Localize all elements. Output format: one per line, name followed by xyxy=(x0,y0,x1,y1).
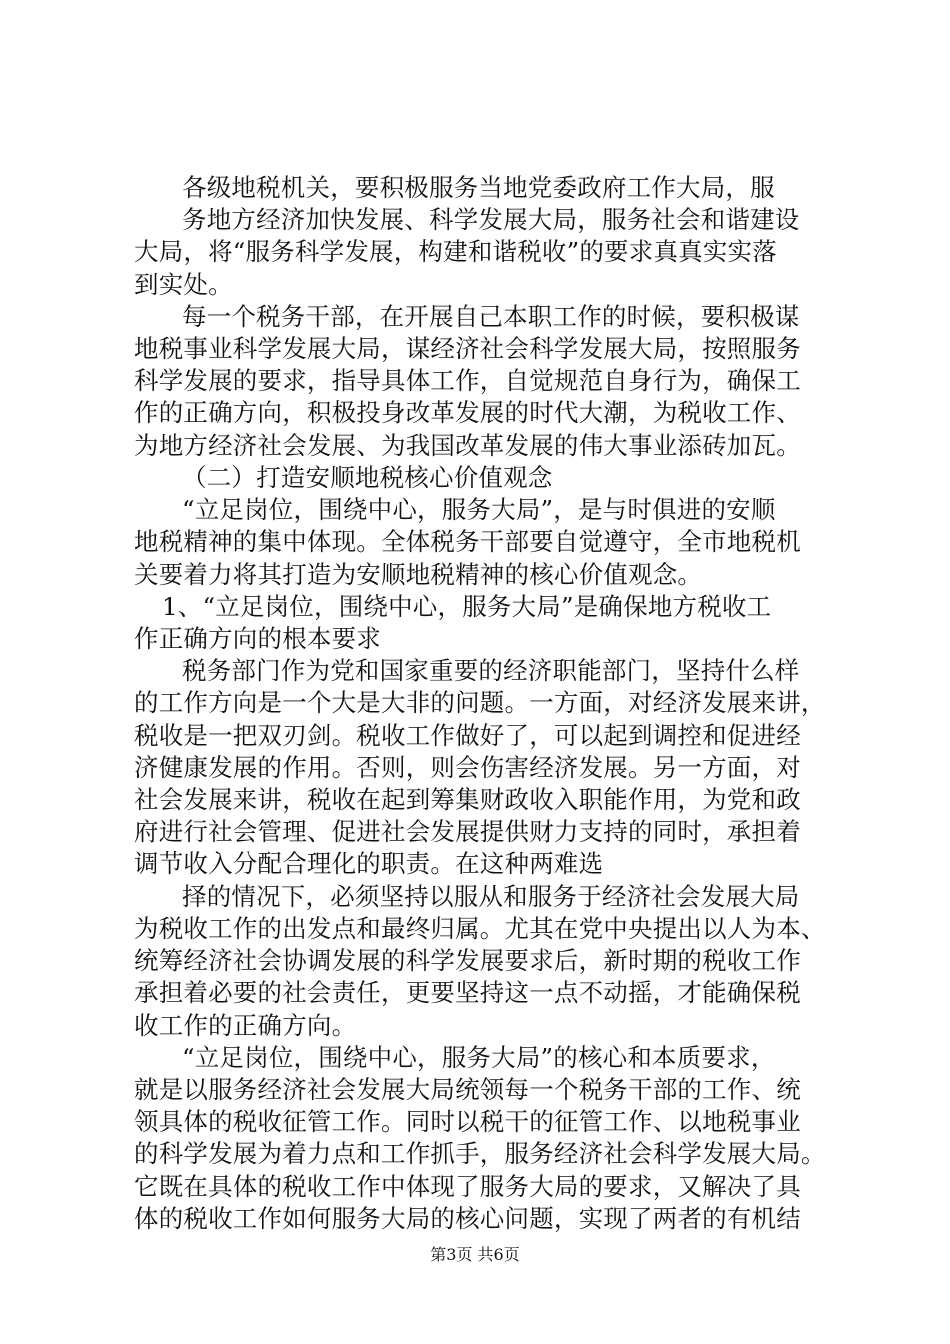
text-line: 各级地税机关，要积极服务当地党委政府工作大局，服 xyxy=(182,173,775,202)
text-line: 每一个税务干部，在开展自己本职工作的时候，要积极谋 xyxy=(182,302,800,331)
subsection-heading: 1、“立足岗位，围绕中心，服务大局”是确保地方税收工 xyxy=(162,592,772,621)
text-line: 它既在具体的税收工作中体现了服务大局的要求，又解决了具 xyxy=(134,1172,801,1201)
text-line: 收工作的正确方向。 xyxy=(134,1011,357,1040)
section-heading: （二）打造安顺地税核心价值观念 xyxy=(182,463,553,492)
text-line: 关要着力将其打造为安顺地税精神的核心价值观念。 xyxy=(134,560,703,589)
text-line: 承担着必要的社会责任，更要坚持这一点不动摇，才能确保税 xyxy=(134,978,801,1007)
text-line: 就是以服务经济社会发展大局统领每一个税务干部的工作、统 xyxy=(134,1075,801,1104)
text-line: 地税事业科学发展大局，谋经济社会科学发展大局，按照服务 xyxy=(134,334,801,363)
text-line: 到实处。 xyxy=(134,270,233,299)
text-line: 府进行社会管理、促进社会发展提供财力支持的同时，承担着 xyxy=(134,817,801,846)
text-line: 大局，将“服务科学发展，构建和谐税收”的要求真真实实落 xyxy=(134,237,777,266)
text-line: 科学发展的要求，指导具体工作，自觉规范自身行为，确保工 xyxy=(134,366,801,395)
text-line: 务地方经济加快发展、科学发展大局，服务社会和谐建设 xyxy=(182,205,800,234)
text-line: 税收是一把双刃剑。税收工作做好了，可以起到调控和促进经 xyxy=(134,721,801,750)
text-line: 地税精神的集中体现。全体税务干部要自觉遵守，全市地税机 xyxy=(134,527,801,556)
text-line: 体的税收工作如何服务大局的核心问题，实现了两者的有机结 xyxy=(134,1204,801,1233)
text-line: 领具体的税收征管工作。同时以税干的征管工作、以地税事业 xyxy=(134,1107,801,1136)
text-line: 税务部门作为党和国家重要的经济职能部门，坚持什么样 xyxy=(182,656,800,685)
subsection-heading: 作正确方向的根本要求 xyxy=(134,624,381,653)
text-line: 社会发展来讲，税收在起到筹集财政收入职能作用，为党和政 xyxy=(134,785,801,814)
text-line: 作的正确方向，积极投身改革发展的时代大潮，为税收工作、 xyxy=(134,398,801,427)
text-line: 为税收工作的出发点和最终归属。尤其在党中央提出以人为本、 xyxy=(134,914,826,943)
text-line: 的科学发展为着力点和工作抓手，服务经济社会科学发展大局。 xyxy=(134,1139,826,1168)
text-line: 统筹经济社会协调发展的科学发展要求后，新时期的税收工作 xyxy=(134,946,801,975)
text-line: 的工作方向是一个大是大非的问题。一方面，对经济发展来讲， xyxy=(134,688,826,717)
text-line: 为地方经济社会发展、为我国改革发展的伟大事业添砖加瓦。 xyxy=(134,431,801,460)
text-line: 择的情况下，必须坚持以服从和服务于经济社会发展大局 xyxy=(182,882,800,911)
text-line: 济健康发展的作用。否则，则会伤害经济发展。另一方面，对 xyxy=(134,753,801,782)
text-line: “立足岗位，围绕中心，服务大局”，是与时俱进的安顺 xyxy=(182,495,776,524)
page-number: 第3页 共6页 xyxy=(430,1245,520,1264)
text-line: “立足岗位，围绕中心，服务大局”的核心和本质要求， xyxy=(182,1043,776,1072)
text-line: 调节收入分配合理化的职责。在这种两难选 xyxy=(134,849,604,878)
